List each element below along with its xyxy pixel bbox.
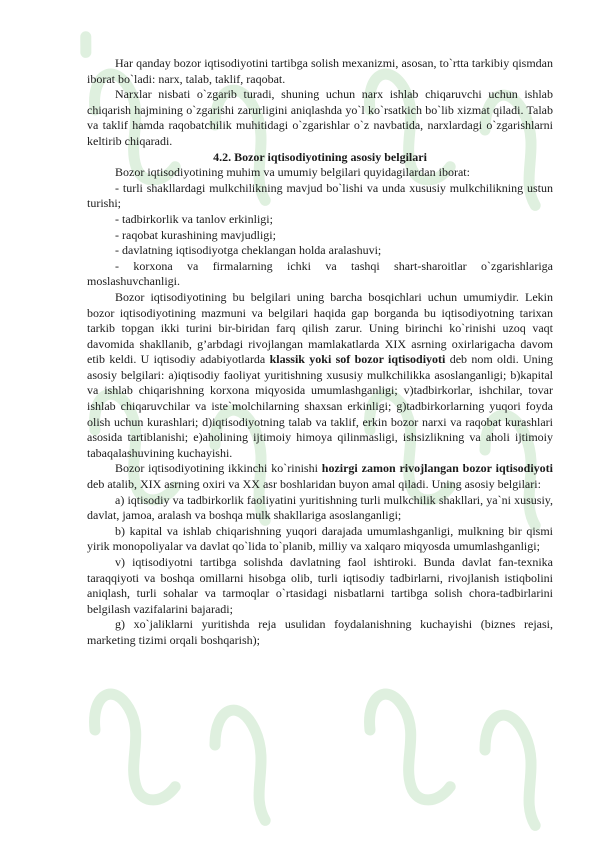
paragraph-feature-b: b) kapital va ishlab chiqarishning yuqori darajada umumlashganligi, mulkning bir qismi yirik monopoliyalar va davlat qo`lida to`planib, milliy va xalqaro miqyosda umumlashganligi;: [87, 523, 553, 554]
paragraph-intro-mechanism: Har qanday bozor iqtisodiyotini tartibga solish mexanizmi, asosan, to`rtta tarkibiy qismdan iborat bo`ladi: narx, talab, taklif, raqobat.: [87, 56, 553, 86]
paragraph-feature-g: g) xo`jaliklarni yuritishda reja usulidan foydalanishning kuchayishi (biznes rejasi, marketing tizimi orqali boshqarish);: [87, 617, 553, 647]
paragraph-features-intro: Bozor iqtisodiyotining muhim va umumiy belgilari quyidagilardan iborat:: [115, 165, 470, 180]
paragraph-prices: Narxlar nisbati o`zgarib turadi, shuning uchun narx ishlab chiqaruvchi uchun ishlab chiqarish hajmining o`zgarishi zarurligini aniqlashda yo`l ko`rsatkich bo`lib xizmat qiladi. Talab va taklif hamda raqobatchilik muhitidagi o`zgarishlar o`z navbatida, narxlardagi o`zgarishlarni keltirib chiqaradi.: [87, 87, 553, 148]
text-span: Bozor iqtisodiyotining ikkinchi ko`rinishi: [115, 461, 322, 476]
list-item: - tadbirkorlik va tanlov erkinligi;: [115, 211, 273, 226]
bold-term-classic: klassik yoki sof bozor iqtisodiyoti: [269, 352, 446, 367]
text-span: deb atalib, XIX asrning oxiri va XX asr boshlaridan buyon amal qiladi. Uning asosiy belgilari:: [87, 477, 541, 492]
document-body: [87, 56, 553, 649]
section-heading: 4.2. Bozor iqtisodiyotining asosiy belgilari: [213, 149, 427, 164]
bold-term-modern: hozirgi zamon rivojlangan bozor iqtisodiyoti: [321, 461, 553, 476]
list-item: - turli shakllardagi mulkchilikning mavjud bo`lishi va unda xususiy mulkchilikning ustun turishi;: [87, 180, 553, 211]
paragraph-modern-economy: [87, 461, 553, 492]
list-item: - raqobat kurashining mavjudligi;: [115, 227, 276, 242]
list-item: - korxona va firmalarning ichki va tashqi shart-sharoitlar o`zgarishlariga moslashuvchanligi.: [87, 258, 553, 289]
text-span: deb nom oldi. Uning asosiy belgilari: a)iqtisodiy faoliyat yuritishning xususiy mulkchilikka asoslanganligi; b)kapital va ishlab chiqarishning korxona miqyosida umumlashganligi; v)tadbirkorlar, ishchilar, tovar ishlab chiqaruvchilar va iste`molchilarning shaxsan erkinligi; g)tadbirkorlarning yuqori foyda olish uchun kurashlari; d)iqtisodiyotning talab va taklif, erkin bozor narxi va raqobat kurashlari asosida tartiblanishi; e)aholining ijtimoiy himoya qilinmasligi, ishsizlikning va aholi ijtimoiy tabaqalashuvining kuchayishi.: [87, 352, 554, 460]
paragraph-feature-a: a) iqtisodiy va tadbirkorlik faoliyatini yuritishning turli mulkchilik shakllari, ya`ni xususiy, davlat, jamoa, aralash va boshqa mulk shakllariga asoslanganligi;: [87, 492, 553, 523]
paragraph-feature-v: v) iqtisodiyotni tartibga solishda davlatning faol ishtiroki. Bunda davlat fan-texnika taraqqiyoti va boshqa omillarni hisobga olib, turli iqtisodiy tadbirlarni, rivojlanish istiqbolini aniqlash, turli sohalar va tarmoqlar o`rtasidagi nisbatlarni tartibga solish chora-tadbirlarini belgilash vazifalarini bajaradi;: [87, 555, 553, 616]
paragraph-classic-economy: [87, 290, 553, 462]
text-span: Bozor iqtisodiyotining bu belgilari uning barcha bosqichlari uchun umumiydir. Lekin bozor iqtisodiyotining mazmuni va belgilari haqida gap borganda bu iqtisodiyotning tarixan tarkib topgan ikki turini bir-biridan farq qilish zarur. Uning birinchi ko`rinishi uzoq vaqt davomida shakllanib, g’arbdagi rivojlangan mamlakatlarda XIX asrning oxirlarigacha davom etib keldi. U iqtisodiy adabiyotlarda: [87, 289, 553, 367]
list-item: - davlatning iqtisodiyotga cheklangan holda aralashuvi;: [115, 243, 382, 258]
